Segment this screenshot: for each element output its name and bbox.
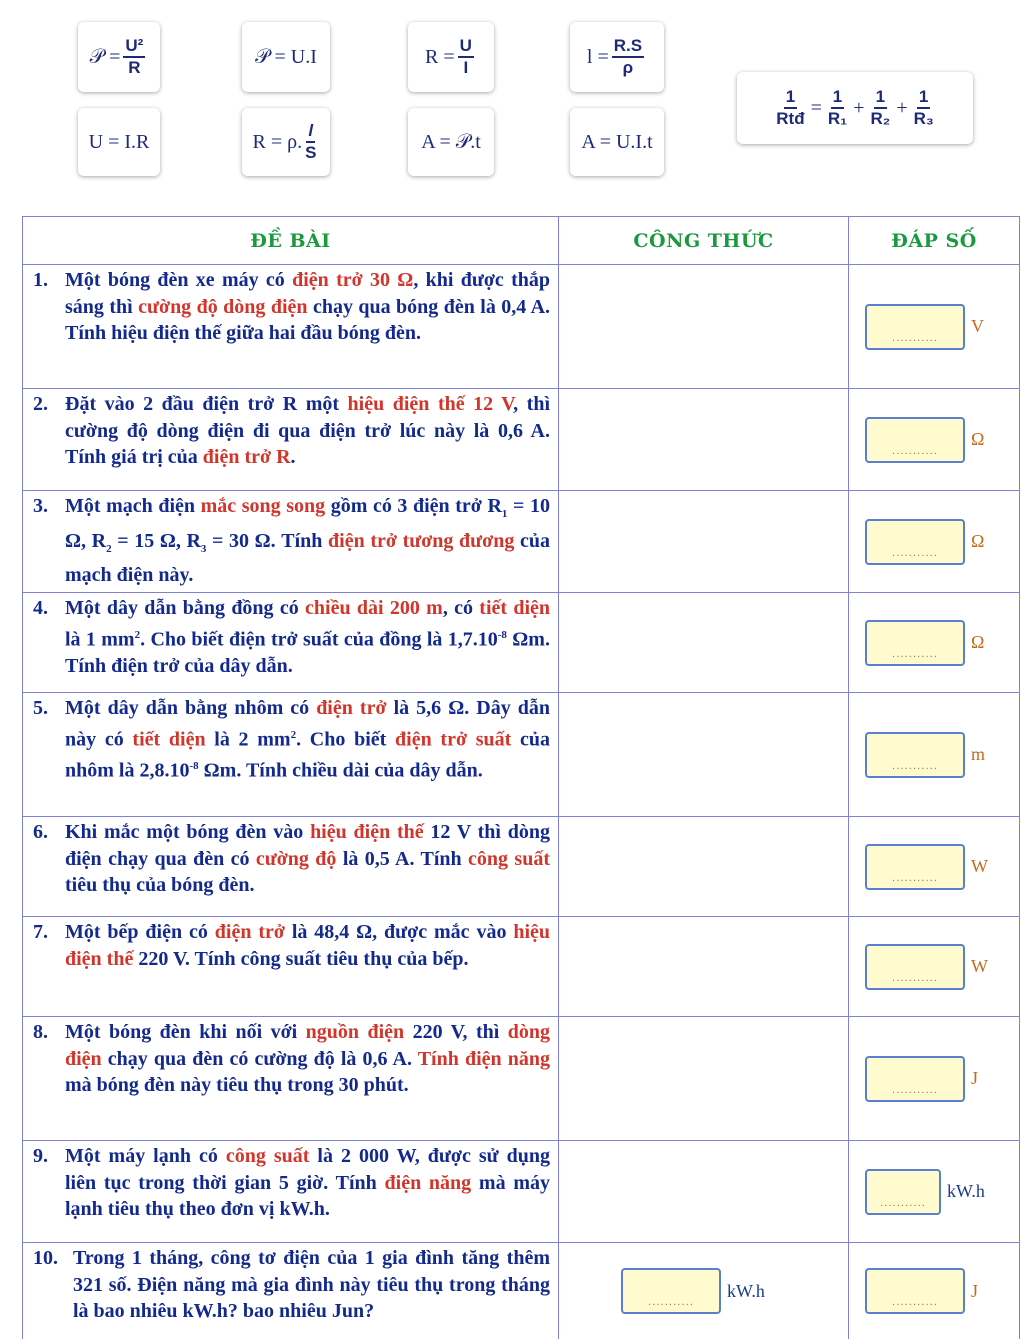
formula-num: 1	[874, 87, 887, 109]
formula-num: R.S	[612, 36, 644, 58]
problem-cell	[23, 1141, 559, 1243]
formula-den: R₂	[870, 109, 891, 128]
formula-lhs: l =	[586, 45, 609, 68]
problem-cell	[23, 917, 559, 1017]
problem-text: Một bóng đèn xe máy có điện trở 30 Ω, khi được thắp sáng thì cường độ dòng điện chạy qua bóng đèn là 0,4 A. Tính hiệu điện thế giữa hai đầu bóng đèn.	[65, 269, 551, 344]
answer-cell	[849, 389, 1020, 491]
answer-cell	[849, 593, 1020, 693]
formula-parallel-resistance	[737, 72, 973, 144]
answer-cell	[849, 1243, 1020, 1339]
header-answer: ĐÁP SỐ	[849, 217, 1020, 265]
table-row	[23, 389, 1020, 491]
header-problem: ĐỀ BÀI	[23, 217, 559, 265]
formula-den: ρ	[622, 58, 634, 77]
problem-number: 5.	[33, 697, 48, 719]
answer-input[interactable]	[865, 417, 965, 463]
formula-text: A = 𝒫.t	[421, 130, 481, 153]
answer-unit: m	[971, 744, 986, 764]
answer-cell	[849, 693, 1020, 817]
answer-input[interactable]	[865, 304, 965, 350]
answer-placeholder: ...........	[892, 445, 938, 457]
answer-unit: W	[971, 856, 988, 876]
formula-cell[interactable]	[559, 917, 849, 1017]
formula-cell[interactable]	[559, 593, 849, 693]
problem-text: Đặt vào 2 đầu điện trở R một hiệu điện thế 12 V, thì cường độ dòng điện đi qua điện trở lúc này là 0,6 A. Tính giá trị của điện trở R.	[65, 393, 550, 468]
table-row	[23, 491, 1020, 593]
problem-cell	[23, 593, 559, 693]
formula-den: I	[463, 58, 469, 77]
problem-number: 9.	[33, 1145, 48, 1167]
formula-den: Rtđ	[776, 109, 805, 128]
header-formula: CÔNG THỨC	[559, 217, 849, 265]
problem-text: Khi mắc một bóng đèn vào hiệu điện thế 12 V thì dòng điện chạy qua đèn có cường độ là 0,5 A. Tính công suất tiêu thụ của bóng đèn.	[65, 821, 550, 896]
formula-cell[interactable]	[559, 1243, 849, 1339]
problem-number: 6.	[33, 821, 48, 843]
problem-cell	[23, 491, 559, 593]
problem-text: Một bếp điện có điện trở là 48,4 Ω, được mắc vào hiệu điện thế 220 V. Tính công suất tiêu thụ của bếp.	[65, 921, 551, 970]
answer-placeholder: ...........	[880, 1197, 926, 1209]
problem-number: 1.	[33, 269, 48, 291]
formula-eq: =	[810, 96, 822, 119]
formula-lhs: R = ρ.	[252, 130, 303, 153]
formula-plus: +	[896, 96, 908, 119]
table-row	[23, 265, 1020, 389]
answer-unit: Ω	[971, 632, 985, 652]
formula-answer-unit: kW.h	[727, 1280, 765, 1301]
table-row	[23, 1243, 1020, 1339]
answer-unit: J	[971, 1068, 979, 1088]
answer-placeholder: ...........	[892, 547, 938, 559]
answer-placeholder: ...........	[892, 972, 938, 984]
problem-number: 8.	[33, 1021, 48, 1043]
answer-unit: J	[971, 1280, 979, 1301]
answer-input[interactable]	[865, 844, 965, 890]
formula-lhs: 𝒫 =	[89, 45, 121, 68]
problem-cell	[23, 1243, 559, 1339]
formula-answer-input[interactable]	[621, 1268, 721, 1314]
exercise-table	[22, 216, 1020, 1339]
answer-input[interactable]	[865, 519, 965, 565]
formula-energy-pt	[408, 108, 494, 176]
formula-text: U = I.R	[88, 130, 150, 153]
formula-length	[570, 22, 664, 92]
answer-input[interactable]	[865, 944, 965, 990]
answer-unit: kW.h	[947, 1181, 985, 1201]
formula-plus: +	[853, 96, 865, 119]
formula-cell[interactable]	[559, 389, 849, 491]
answer-input[interactable]	[865, 732, 965, 778]
formula-num: U²	[123, 36, 145, 58]
problem-cell	[23, 1017, 559, 1141]
table-row	[23, 693, 1020, 817]
formula-power-ui	[242, 22, 330, 92]
formula-num: 1	[831, 87, 844, 109]
problem-number: 10.	[33, 1247, 58, 1269]
table-row	[23, 817, 1020, 917]
answer-cell	[849, 817, 1020, 917]
formula-text: 𝒫 = U.I	[255, 45, 317, 68]
formula-den: S	[305, 143, 317, 162]
problem-text: Một bóng đèn khi nối với nguồn điện 220 V, thì dòng điện chạy qua đèn có cường độ là 0,6 A. Tính điện năng mà bóng đèn này tiêu thụ trong 30 phút.	[65, 1021, 550, 1096]
answer-placeholder: ...........	[892, 872, 938, 884]
answer-cell	[849, 917, 1020, 1017]
table-row	[23, 593, 1020, 693]
answer-placeholder: ...........	[648, 1297, 694, 1308]
answer-unit: V	[971, 316, 984, 336]
formula-cell[interactable]	[559, 693, 849, 817]
formula-num: U	[458, 36, 474, 58]
problem-number: 2.	[33, 393, 48, 415]
formula-num: 1	[917, 87, 930, 109]
problem-text: Trong 1 tháng, công tơ điện của 1 gia đình tăng thêm 321 số. Điện năng mà gia đình này tiêu thụ trong tháng là bao nhiêu kW.h? bao nhiêu Jun?	[73, 1247, 550, 1322]
answer-cell	[849, 491, 1020, 593]
formula-cell[interactable]	[559, 265, 849, 389]
answer-placeholder: ...........	[892, 332, 938, 344]
answer-placeholder: ...........	[892, 1084, 938, 1096]
answer-input[interactable]	[865, 1169, 941, 1215]
problem-cell	[23, 693, 559, 817]
answer-cell	[849, 265, 1020, 389]
formula-den: R₁	[827, 109, 848, 128]
table-header-row	[23, 217, 1020, 265]
problem-text: Một dây dẫn bằng nhôm có điện trở là 5,6 Ω. Dây dẫn này có tiết diện là 2 $mm^2$. Cho biết điện trở suất của nhôm là $2,8.10^{-8}$ Ωm. Tính chiều dài của dây dẫn.	[65, 697, 551, 782]
answer-cell	[849, 1141, 1020, 1243]
formula-power-u2-r	[78, 22, 160, 92]
problem-cell	[23, 389, 559, 491]
problem-text: Một máy lạnh có công suất là 2 000 W, được sử dụng liên tục trong thời gian 5 giờ. Tính điện năng mà máy lạnh tiêu thụ theo đơn vị kW.h.	[65, 1145, 550, 1220]
formula-resistivity	[242, 108, 330, 176]
answer-unit: Ω	[971, 429, 985, 449]
formula-den: R₃	[913, 109, 934, 128]
problem-text: Một mạch điện mắc song song gồm có 3 điện trở $R_1 = 10$ Ω, $R_2 = 15$ Ω, $R_3 = 30$ Ω. Tính điện trở tương đương của mạch điện này.	[65, 495, 550, 586]
answer-input[interactable]	[865, 1268, 965, 1314]
table-row	[23, 1017, 1020, 1141]
problem-number: 4.	[33, 597, 48, 619]
answer-input[interactable]	[865, 620, 965, 666]
problem-cell	[23, 817, 559, 917]
formula-cell[interactable]	[559, 1141, 849, 1243]
answer-unit: Ω	[971, 531, 985, 551]
answer-unit: W	[971, 956, 988, 976]
problem-text: Một dây dẫn bằng đồng có chiều dài 200 m, có tiết diện là 1 $mm^2$. Cho biết điện trở suất của đồng là $1,7.10^{-8}$ Ωm. Tính điện trở của dây dẫn.	[65, 597, 551, 677]
formula-cell[interactable]	[559, 1017, 849, 1141]
table-row	[23, 1141, 1020, 1243]
formula-resistance-ohm	[408, 22, 494, 92]
formula-voltage	[78, 108, 160, 176]
answer-input[interactable]	[865, 1056, 965, 1102]
answer-placeholder: ...........	[892, 1297, 938, 1308]
answer-placeholder: ...........	[892, 760, 938, 772]
problem-number: 3.	[33, 495, 48, 517]
formula-num: 1	[784, 87, 797, 109]
formula-den: R	[128, 58, 141, 77]
formula-lhs: R =	[425, 45, 455, 68]
answer-placeholder: ...........	[892, 648, 938, 660]
formula-cell[interactable]	[559, 491, 849, 593]
formula-text: A = U.I.t	[581, 130, 653, 153]
problem-number: 7.	[33, 921, 48, 943]
formula-energy-uit	[570, 108, 664, 176]
answer-cell	[849, 1017, 1020, 1141]
problem-cell	[23, 265, 559, 389]
table-row	[23, 917, 1020, 1017]
formula-num: l	[306, 121, 315, 143]
formula-cell[interactable]	[559, 817, 849, 917]
